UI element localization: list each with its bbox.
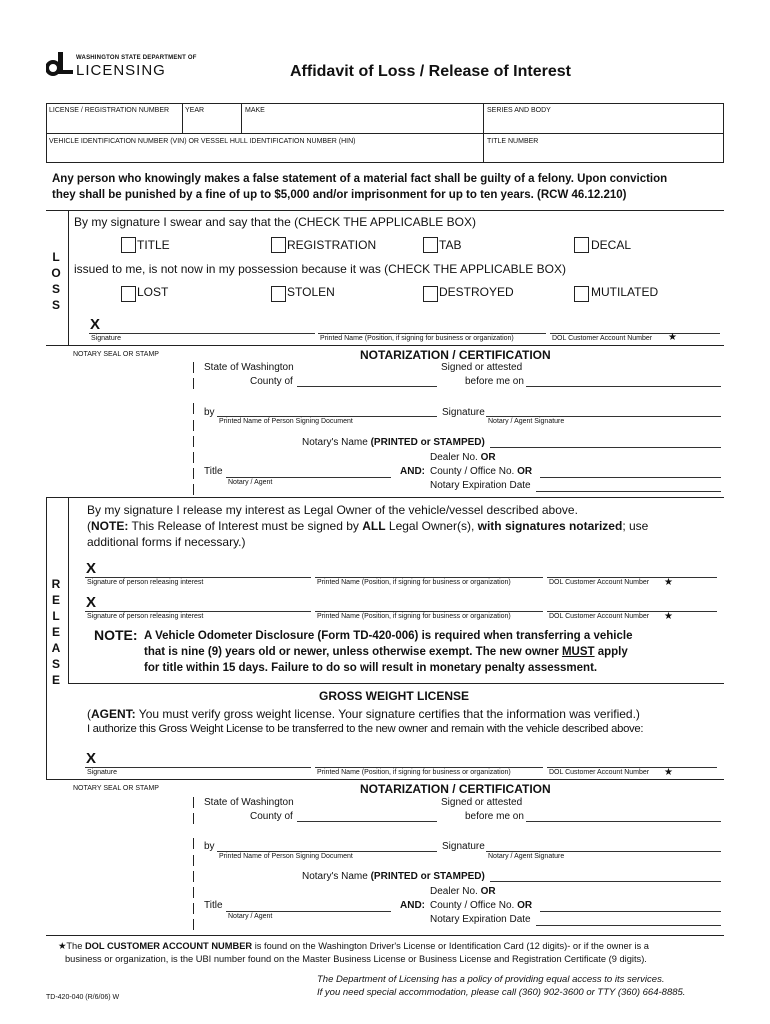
stolen-checkbox-label: STOLEN [287, 285, 335, 299]
vin-field[interactable]: VEHICLE IDENTIFICATION NUMBER (VIN) OR VESSEL HULL IDENTIFICATION NUMBER (HIN) [49, 138, 356, 145]
title-label: Title [204, 466, 223, 477]
printed-signer-field[interactable] [217, 851, 437, 852]
release-side-letter: A [51, 641, 61, 655]
release-printed-name-line-1[interactable] [315, 577, 543, 578]
and-label: AND: [400, 900, 425, 911]
and-label: AND: [400, 466, 425, 477]
release-text-line1: By my signature I release my interest as Legal Owner of the vehicle/vessel described above. [87, 503, 578, 517]
notarization-heading: NOTARIZATION / CERTIFICATION [360, 782, 551, 796]
notary-name-field[interactable] [490, 881, 721, 882]
account-footnote-line1: ★The DOL CUSTOMER ACCOUNT NUMBER is found on the Washington Driver's License or Identification Card (12 digits)- or if the owner is a [58, 941, 649, 951]
before-me-field[interactable] [526, 821, 721, 822]
expiration-label: Notary Expiration Date [430, 480, 531, 491]
loss-side-letter: S [51, 298, 60, 312]
by-label: by [204, 841, 215, 852]
release-signature-line-1[interactable] [85, 577, 311, 578]
loss-account-line[interactable] [550, 333, 720, 334]
release-text-line2: (NOTE: This Release of Interest must be signed by ALL Legal Owner(s), with signatures notarized; use [87, 519, 649, 533]
star-icon: ★ [664, 611, 673, 622]
release-x-mark: X [86, 560, 97, 577]
county-field[interactable] [297, 386, 437, 387]
loss-signature-line[interactable] [89, 333, 315, 334]
release-printed-name-label: Printed Name (Position, if signing for business or organization) [317, 579, 511, 586]
equal-access-text: The Department of Licensing has a policy of providing equal access to its services. [317, 974, 665, 985]
decal-checkbox[interactable] [574, 237, 589, 253]
notary-agent-label: Notary / Agent [228, 913, 273, 920]
agency-line: WASHINGTON STATE DEPARTMENT OF [76, 55, 197, 61]
swear-text: By my signature I swear and say that the (CHECK THE APPLICABLE BOX) [74, 215, 476, 229]
form-number: TD-420-040 (R/6/06) W [46, 994, 120, 1001]
notary-name-label: Notary's Name (PRINTED or STAMPED) [302, 871, 485, 882]
loss-signature-label: Signature [91, 335, 121, 342]
before-me-field[interactable] [526, 386, 721, 387]
license-number-field[interactable]: LICENSE / REGISTRATION NUMBER [49, 107, 170, 114]
agent-signature-label: Notary / Agent Signature [488, 418, 565, 425]
signature-label: Signature [442, 841, 485, 852]
signed-attested-label: Signed or attested [441, 362, 523, 373]
county-office-label: County / Office No. OR [430, 466, 533, 477]
expiration-label: Notary Expiration Date [430, 914, 531, 925]
notary-name-field[interactable] [490, 447, 721, 448]
dealer-label: Dealer No. OR [430, 886, 496, 897]
before-me-label: before me on [465, 376, 524, 387]
loss-side-letter: O [51, 266, 61, 280]
account-footnote-line2: business or organization, is the UBI number found on the Master Business License or Business License and Registration Certificate (9 digits). [65, 954, 647, 964]
loss-side-letter: S [51, 282, 60, 296]
gross-weight-signature-label: Signature [87, 769, 117, 776]
notary-title-field[interactable] [226, 911, 391, 912]
release-signature-line-2[interactable] [85, 611, 311, 612]
release-printed-name-line-2[interactable] [315, 611, 543, 612]
decal-checkbox-label: DECAL [591, 238, 632, 252]
release-text-line3: additional forms if necessary.) [87, 535, 246, 549]
dealer-label: Dealer No. OR [430, 452, 496, 463]
notary-seal-label: NOTARY SEAL OR STAMP [73, 785, 159, 792]
title-checkbox[interactable] [121, 237, 136, 253]
printed-signer-field[interactable] [217, 416, 437, 417]
mutilated-checkbox-label: MUTILATED [591, 285, 659, 299]
county-label: County of [250, 811, 293, 822]
county-label: County of [250, 376, 293, 387]
odometer-note-label: NOTE: [94, 627, 138, 643]
releasing-label: Signature of person releasing interest [87, 613, 204, 620]
dol-logo [46, 52, 72, 78]
destroyed-checkbox-label: DESTROYED [439, 285, 514, 299]
dol-logo-icon [46, 52, 74, 78]
release-account-label: DOL Customer Account Number [549, 579, 650, 586]
accommodation-text: If you need special accommodation, please call (360) 902-3600 or TTY (360) 664-8885. [317, 987, 686, 998]
agent-signature-label: Notary / Agent Signature [488, 853, 565, 860]
signature-label: Signature [442, 407, 485, 418]
felony-warning-line1: Any person who knowingly makes a false statement of a material fact shall be guilty of a felony. Upon conviction [52, 173, 668, 185]
release-account-label: DOL Customer Account Number [549, 613, 650, 620]
signature-x-mark: X [90, 316, 101, 333]
felony-warning-line2: they shall be punished by a fine of up to $5,000 and/or imprisonment for up to ten years. (RCW 46.12.210) [52, 189, 627, 201]
gross-weight-printed-name-line[interactable] [315, 767, 543, 768]
county-office-field[interactable] [540, 911, 721, 912]
state-label: State of Washington [204, 797, 294, 808]
agency-name: LICENSING [76, 62, 166, 79]
printed-signer-label: Printed Name of Person Signing Document [219, 418, 353, 425]
gross-weight-heading: GROSS WEIGHT LICENSE [319, 689, 470, 703]
printed-signer-label: Printed Name of Person Signing Document [219, 853, 353, 860]
odometer-note-line2: that is nine (9) years old or newer, unless otherwise exempt. The new owner MUST apply [144, 646, 628, 658]
release-side-letter: L [52, 609, 60, 623]
release-printed-name-label: Printed Name (Position, if signing for business or organization) [317, 613, 511, 620]
release-x-mark: X [86, 594, 97, 611]
state-label: State of Washington [204, 362, 294, 373]
registration-checkbox-label: REGISTRATION [287, 238, 377, 252]
registration-checkbox[interactable] [271, 237, 286, 253]
notary-title-field[interactable] [226, 477, 391, 478]
gross-weight-signature-line[interactable] [85, 767, 311, 768]
tab-checkbox[interactable] [423, 237, 438, 253]
gross-weight-account-label: DOL Customer Account Number [549, 769, 650, 776]
odometer-note-line1: A Vehicle Odometer Disclosure (Form TD-420-006) is required when transferring a vehicle [144, 630, 633, 642]
expiration-field[interactable] [536, 491, 721, 492]
loss-printed-name-line[interactable] [318, 333, 546, 334]
before-me-label: before me on [465, 811, 524, 822]
release-side-letter: S [51, 657, 60, 671]
series-body-field[interactable]: SERIES AND BODY [487, 107, 551, 114]
title-label: Title [204, 900, 223, 911]
year-field[interactable]: YEAR [185, 107, 205, 114]
release-side-letter: E [51, 673, 60, 687]
gross-weight-agent-line: (AGENT: You must verify gross weight license. Your signature certifies that the information was verified.) [87, 707, 640, 721]
county-office-label: County / Office No. OR [430, 900, 533, 911]
title-number-field[interactable]: TITLE NUMBER [487, 138, 539, 145]
make-field[interactable]: MAKE [245, 107, 265, 114]
star-icon: ★ [668, 332, 677, 343]
release-side-letter: E [51, 593, 60, 607]
loss-account-label: DOL Customer Account Number [552, 335, 653, 342]
county-field[interactable] [297, 821, 437, 822]
title-checkbox-label: TITLE [137, 238, 170, 252]
odometer-note-line3: for title within 15 days. Failure to do so will result in monetary penalty assessment. [144, 662, 598, 674]
lost-checkbox-label: LOST [137, 285, 169, 299]
releasing-label: Signature of person releasing interest [87, 579, 204, 586]
agent-signature-field[interactable] [486, 851, 721, 852]
loss-side-letter: L [52, 250, 60, 264]
tab-checkbox-label: TAB [439, 238, 462, 252]
notarization-heading: NOTARIZATION / CERTIFICATION [360, 348, 551, 362]
release-account-line-1[interactable] [547, 577, 717, 578]
stolen-checkbox[interactable] [271, 286, 286, 302]
gross-weight-printed-name-label: Printed Name (Position, if signing for business or organization) [317, 769, 511, 776]
gross-weight-x-mark: X [86, 750, 97, 767]
notary-agent-label: Notary / Agent [228, 479, 273, 486]
lost-checkbox[interactable] [121, 286, 136, 302]
by-label: by [204, 407, 215, 418]
form-title: Affidavit of Loss / Release of Interest [290, 63, 571, 80]
loss-printed-name-label: Printed Name (Position, if signing for business or organization) [320, 335, 514, 342]
destroyed-checkbox[interactable] [423, 286, 438, 302]
release-side-letter: R [51, 577, 61, 591]
signed-attested-label: Signed or attested [441, 797, 523, 808]
gross-weight-account-line[interactable] [547, 767, 717, 768]
notary-seal-label: NOTARY SEAL OR STAMP [73, 351, 159, 358]
mutilated-checkbox[interactable] [574, 286, 589, 302]
issued-text: issued to me, is not now in my possession because it was (CHECK THE APPLICABLE BOX) [74, 262, 566, 276]
county-office-field[interactable] [540, 477, 721, 478]
agent-signature-field[interactable] [486, 416, 721, 417]
release-account-line-2[interactable] [547, 611, 717, 612]
expiration-field[interactable] [536, 925, 721, 926]
release-side-letter: E [51, 625, 60, 639]
notary-name-label: Notary's Name (PRINTED or STAMPED) [302, 437, 485, 448]
star-icon: ★ [664, 577, 673, 588]
gross-weight-authorize-line: I authorize this Gross Weight License to be transferred to the new owner and remain with the vehicle described above: [87, 723, 644, 735]
star-icon: ★ [664, 767, 673, 778]
